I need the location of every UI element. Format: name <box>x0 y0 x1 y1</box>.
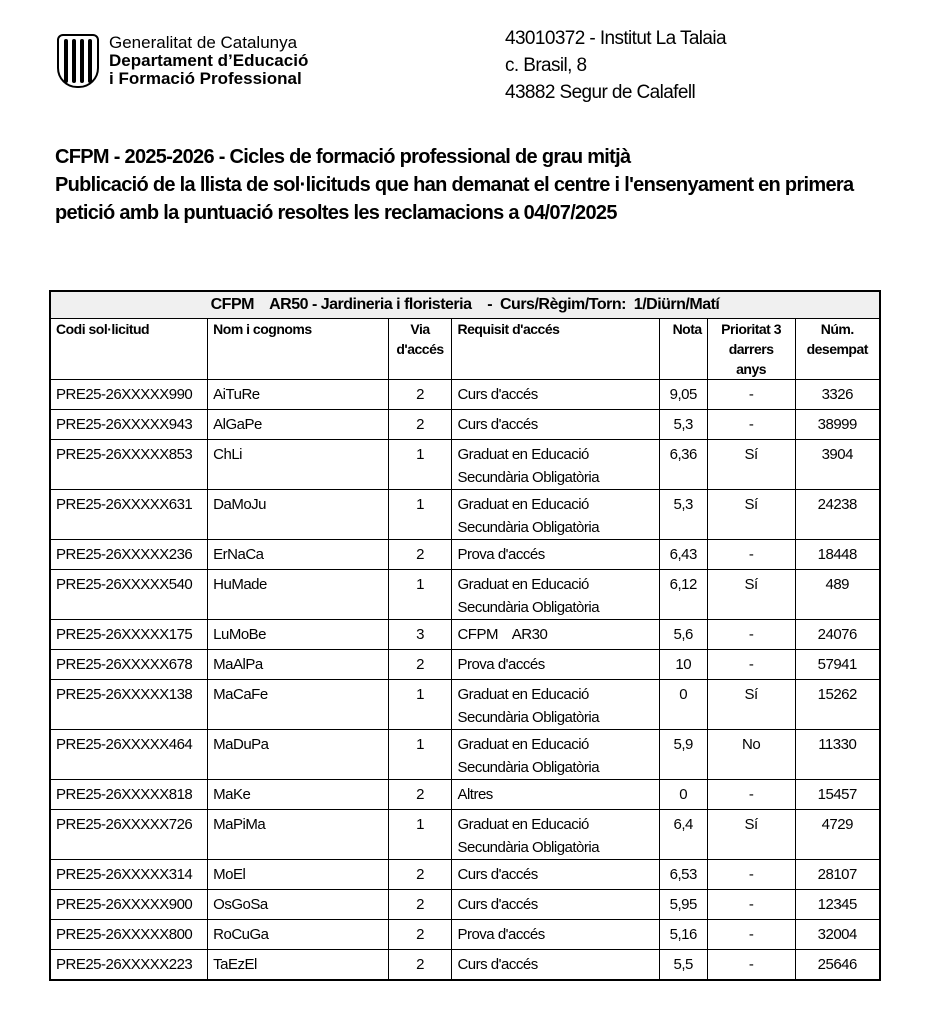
table-row <box>50 860 880 890</box>
cell-codi: PRE25-26XXXXX990 <box>50 380 208 410</box>
cell-nom: AiTuRe <box>208 380 388 410</box>
cell-desempat: 25646 <box>795 950 880 980</box>
cell-nom: MaPiMa <box>208 810 388 860</box>
logo-line-3: i Formació Professional <box>109 69 302 88</box>
cell-nom: MaKe <box>208 780 388 810</box>
catalonia-seal-icon <box>57 34 99 88</box>
table-row <box>50 950 880 980</box>
cell-via: 1 <box>388 730 452 780</box>
cell-prioritat: - <box>707 780 795 810</box>
centre-address <box>505 25 726 106</box>
table-row <box>50 540 880 570</box>
cell-prioritat: - <box>707 380 795 410</box>
cell-desempat: 15262 <box>795 680 880 730</box>
cell-codi: PRE25-26XXXXX726 <box>50 810 208 860</box>
cell-nota: 5,95 <box>659 890 707 920</box>
column-header-via: Via d'accés <box>388 319 452 380</box>
cell-prioritat: Sí <box>707 570 795 620</box>
cell-requisit: Curs d'accés <box>452 950 659 980</box>
centre-city: 43882 Segur de Calafell <box>505 82 696 103</box>
cell-nota: 5,3 <box>659 490 707 540</box>
table-row <box>50 650 880 680</box>
cell-desempat: 3904 <box>795 440 880 490</box>
cell-requisit: Prova d'accés <box>452 650 659 680</box>
cell-codi: PRE25-26XXXXX800 <box>50 920 208 950</box>
cell-via: 1 <box>388 680 452 730</box>
cell-via: 1 <box>388 490 452 540</box>
cell-codi: PRE25-26XXXXX900 <box>50 890 208 920</box>
cell-via: 2 <box>388 540 452 570</box>
cell-nota: 9,05 <box>659 380 707 410</box>
column-header-requisit: Requisit d'accés <box>452 319 659 380</box>
cell-nom: MaAlPa <box>208 650 388 680</box>
centre-street: c. Brasil, 8 <box>505 55 587 76</box>
cell-requisit: Curs d'accés <box>452 380 659 410</box>
centre-name: 43010372 - Institut La Talaia <box>505 28 726 49</box>
cell-requisit: Graduat en Educació Secundària Obligatòria <box>452 730 659 780</box>
title-line-3: petició amb la puntuació resoltes les reclamacions a 04/07/2025 <box>55 202 617 224</box>
table-row <box>50 380 880 410</box>
applications-table <box>49 290 881 981</box>
cell-requisit: Graduat en Educació Secundària Obligatòria <box>452 680 659 730</box>
cell-via: 2 <box>388 650 452 680</box>
cell-codi: PRE25-26XXXXX175 <box>50 620 208 650</box>
cell-codi: PRE25-26XXXXX818 <box>50 780 208 810</box>
cell-nota: 6,36 <box>659 440 707 490</box>
column-header-desempat: Núm. desempat <box>795 319 880 380</box>
cell-requisit: Graduat en Educació Secundària Obligatòria <box>452 570 659 620</box>
table-row <box>50 410 880 440</box>
cell-desempat: 11330 <box>795 730 880 780</box>
cell-desempat: 32004 <box>795 920 880 950</box>
generalitat-logo <box>57 34 308 88</box>
cell-requisit: Graduat en Educació Secundària Obligatòria <box>452 490 659 540</box>
document-title <box>55 143 895 227</box>
cell-nota: 0 <box>659 780 707 810</box>
cell-requisit: Curs d'accés <box>452 860 659 890</box>
cell-prioritat: Sí <box>707 680 795 730</box>
cell-prioritat: - <box>707 540 795 570</box>
cell-requisit: Prova d'accés <box>452 920 659 950</box>
table-row <box>50 730 880 780</box>
cell-codi: PRE25-26XXXXX314 <box>50 860 208 890</box>
cell-codi: PRE25-26XXXXX236 <box>50 540 208 570</box>
table-row <box>50 890 880 920</box>
table-row <box>50 620 880 650</box>
cell-nota: 6,53 <box>659 860 707 890</box>
cell-nota: 5,9 <box>659 730 707 780</box>
cell-desempat: 57941 <box>795 650 880 680</box>
cell-desempat: 24238 <box>795 490 880 540</box>
cell-prioritat: - <box>707 920 795 950</box>
cell-prioritat: - <box>707 620 795 650</box>
title-line-1: CFPM - 2025-2026 - Cicles de formació professional de grau mitjà <box>55 146 631 168</box>
cell-nom: AlGaPe <box>208 410 388 440</box>
cell-desempat: 15457 <box>795 780 880 810</box>
cell-via: 2 <box>388 410 452 440</box>
cell-nom: HuMade <box>208 570 388 620</box>
cell-desempat: 4729 <box>795 810 880 860</box>
logo-line-2: Departament d’Educació <box>109 51 309 70</box>
cell-desempat: 12345 <box>795 890 880 920</box>
cell-via: 1 <box>388 810 452 860</box>
column-header-nota: Nota <box>659 319 707 380</box>
cell-prioritat: - <box>707 860 795 890</box>
cell-nota: 6,43 <box>659 540 707 570</box>
cell-via: 1 <box>388 440 452 490</box>
cell-desempat: 24076 <box>795 620 880 650</box>
table-row <box>50 920 880 950</box>
cell-via: 3 <box>388 620 452 650</box>
cell-codi: PRE25-26XXXXX138 <box>50 680 208 730</box>
cell-via: 2 <box>388 780 452 810</box>
table-row <box>50 570 880 620</box>
cell-nom: MoEl <box>208 860 388 890</box>
cell-prioritat: - <box>707 650 795 680</box>
cell-via: 2 <box>388 920 452 950</box>
cell-nota: 6,4 <box>659 810 707 860</box>
cell-prioritat: No <box>707 730 795 780</box>
cell-nom: TaEzEl <box>208 950 388 980</box>
cell-nota: 5,5 <box>659 950 707 980</box>
table-row <box>50 780 880 810</box>
cell-prioritat: Sí <box>707 440 795 490</box>
cell-requisit: Graduat en Educació Secundària Obligatòria <box>452 810 659 860</box>
cell-via: 1 <box>388 570 452 620</box>
cell-desempat: 18448 <box>795 540 880 570</box>
cell-requisit: Prova d'accés <box>452 540 659 570</box>
cell-prioritat: Sí <box>707 490 795 540</box>
cell-requisit: Altres <box>452 780 659 810</box>
cell-prioritat: - <box>707 950 795 980</box>
table-row <box>50 440 880 490</box>
cell-nom: RoCuGa <box>208 920 388 950</box>
cell-nota: 5,3 <box>659 410 707 440</box>
cell-codi: PRE25-26XXXXX631 <box>50 490 208 540</box>
cell-codi: PRE25-26XXXXX943 <box>50 410 208 440</box>
cell-nota: 5,16 <box>659 920 707 950</box>
cell-desempat: 489 <box>795 570 880 620</box>
cell-requisit: Graduat en Educació Secundària Obligatòria <box>452 440 659 490</box>
column-header-nom: Nom i cognoms <box>208 319 388 380</box>
cell-nota: 0 <box>659 680 707 730</box>
column-header-codi: Codi sol·licitud <box>50 319 208 380</box>
cell-prioritat: - <box>707 890 795 920</box>
table-row <box>50 810 880 860</box>
cell-codi: PRE25-26XXXXX853 <box>50 440 208 490</box>
logo-line-1: Generalitat de Catalunya <box>109 33 298 52</box>
cell-codi: PRE25-26XXXXX464 <box>50 730 208 780</box>
cell-prioritat: Sí <box>707 810 795 860</box>
cell-via: 2 <box>388 890 452 920</box>
cell-desempat: 38999 <box>795 410 880 440</box>
cell-nom: ChLi <box>208 440 388 490</box>
cell-nom: MaCaFe <box>208 680 388 730</box>
cell-nota: 6,12 <box>659 570 707 620</box>
table-caption: CFPM AR50 - Jardineria i floristeria - Curs/Règim/Torn: 1/Diürn/Matí <box>50 291 880 319</box>
cell-nom: DaMoJu <box>208 490 388 540</box>
cell-nom: LuMoBe <box>208 620 388 650</box>
title-line-2: Publicació de la llista de sol·licituds que han demanat el centre i l'ensenyament en primera <box>55 174 854 196</box>
cell-nota: 10 <box>659 650 707 680</box>
cell-desempat: 3326 <box>795 380 880 410</box>
cell-codi: PRE25-26XXXXX678 <box>50 650 208 680</box>
cell-via: 2 <box>388 380 452 410</box>
cell-desempat: 28107 <box>795 860 880 890</box>
cell-nom: ErNaCa <box>208 540 388 570</box>
cell-prioritat: - <box>707 410 795 440</box>
cell-codi: PRE25-26XXXXX223 <box>50 950 208 980</box>
cell-requisit: Curs d'accés <box>452 890 659 920</box>
cell-codi: PRE25-26XXXXX540 <box>50 570 208 620</box>
table-row <box>50 680 880 730</box>
cell-nota: 5,6 <box>659 620 707 650</box>
cell-requisit: Curs d'accés <box>452 410 659 440</box>
table-row <box>50 490 880 540</box>
cell-via: 2 <box>388 950 452 980</box>
column-header-prioritat: Prioritat 3 darrers anys <box>707 319 795 380</box>
cell-requisit: CFPM AR30 <box>452 620 659 650</box>
cell-nom: MaDuPa <box>208 730 388 780</box>
cell-via: 2 <box>388 860 452 890</box>
cell-nom: OsGoSa <box>208 890 388 920</box>
